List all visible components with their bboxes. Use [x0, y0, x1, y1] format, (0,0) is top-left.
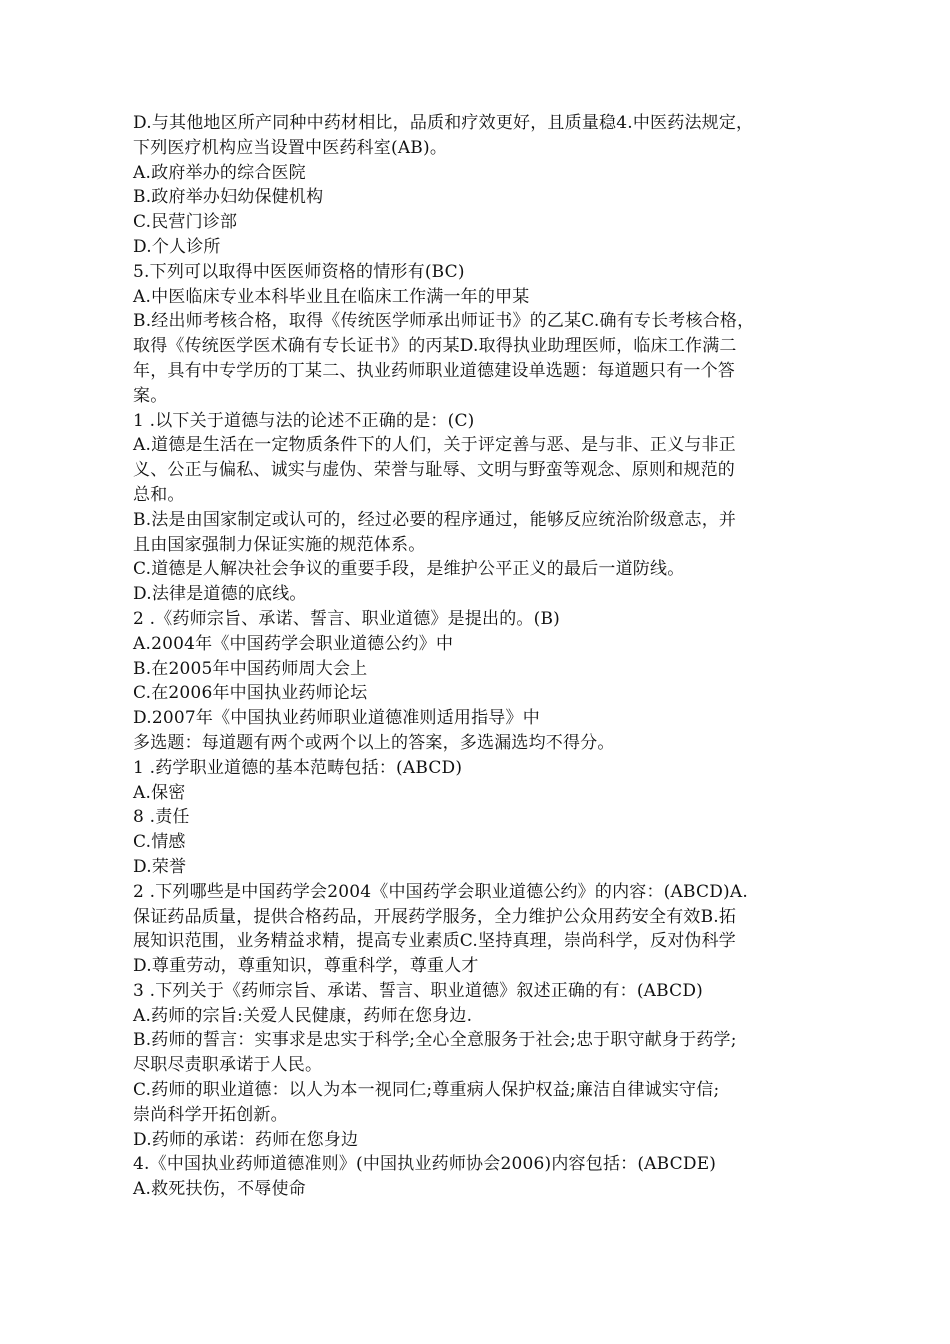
text-line: 1 .药学职业道德的基本范畴包括：(ABCD) [133, 757, 463, 778]
text-line: 展知识范围，业务精益求精，提高专业素质C.坚持真理，崇尚科学，反对伪科学 [133, 931, 737, 952]
text-line: 取得《传统医学医术确有专长证书》的丙某D.取得执业助理医师，临床工作满二 [133, 336, 737, 357]
text-line: D.尊重劳动，尊重知识，尊重科学，尊重人才 [133, 956, 479, 977]
text-line: 1 .以下关于道德与法的论述不正确的是：(C) [133, 410, 475, 431]
text-line: A.药师的宗旨:关爱人民健康，药师在您身边. [133, 1005, 473, 1026]
text-line: 8 .责任 [133, 807, 190, 828]
text-line: B.在2005年中国药师周大会上 [133, 658, 368, 679]
text-line: 多选题：每道题有两个或两个以上的答案，多选漏选均不得分。 [133, 732, 615, 753]
text-line: 总和。 [133, 484, 185, 505]
text-line: C.药师的职业道德：以人为本一视同仁;尊重病人保护权益;廉洁自律诚实守信; [133, 1080, 720, 1101]
text-line: C.情感 [133, 832, 186, 853]
text-line: C.在2006年中国执业药师论坛 [133, 683, 368, 704]
text-line: 义、公正与偏私、诚实与虚伪、荣誉与耻辱、文明与野蛮等观念、原则和规范的 [133, 460, 735, 481]
text-line: 案。 [133, 385, 168, 406]
text-line: 4.《中国执业药师道德准则》(中国执业药师协会2006)内容包括：(ABCDE) [133, 1154, 717, 1175]
text-line: A.中医临床专业本科毕业且在临床工作满一年的甲某 [133, 286, 530, 307]
text-line: 3 .下列关于《药师宗旨、承诺、誓言、职业道德》叙述正确的有：(ABCD) [133, 980, 704, 1001]
text-line: A.道德是生活在一定物质条件下的人们，关于评定善与恶、是与非、正义与非正 [133, 435, 736, 456]
text-line: 5.下列可以取得中医医师资格的情形有(BC) [133, 261, 465, 282]
text-line: C.民营门诊部 [133, 212, 238, 233]
text-line: B.政府举办妇幼保健机构 [133, 187, 324, 208]
text-line: 2 .《药师宗旨、承诺、誓言、职业道德》是提出的。(B) [133, 608, 560, 629]
text-line: 崇尚科学开拓创新。 [133, 1104, 288, 1125]
text-line: D.个人诊所 [133, 236, 221, 257]
text-line: A.政府举办的综合医院 [133, 162, 306, 183]
text-line: A.2004年《中国药学会职业道德公约》中 [133, 633, 454, 654]
text-line: A.保密 [133, 782, 186, 803]
text-line: 年，具有中专学历的丁某二、执业药师职业道德建设单选题：每道题只有一个答 [133, 360, 735, 381]
text-line: 下列医疗机构应当设置中医药科室(AB)。 [133, 137, 448, 158]
text-line: 且由国家强制力保证实施的规范体系。 [133, 534, 426, 555]
text-line: 保证药品质量，提供合格药品，开展药学服务，全力维护公众用药安全有效B.拓 [133, 906, 737, 927]
text-line: C.道德是人解决社会争议的重要手段，是维护公平正义的最后一道防线。 [133, 559, 685, 580]
text-line: D.法律是道德的底线。 [133, 584, 307, 605]
document-body [133, 111, 823, 1202]
text-line: B.法是由国家制定或认可的，经过必要的程序通过，能够反应统治阶级意志，并 [133, 509, 737, 530]
text-line: 尽职尽责职承诺于人民。 [133, 1055, 323, 1076]
text-line: B.经出师考核合格，取得《传统医学师承出师证书》的乙某C.确有专长考核合格， [133, 311, 755, 332]
text-line: D.药师的承诺：药师在您身边 [133, 1129, 359, 1150]
text-line: D.荣誉 [133, 856, 187, 877]
text-line: B.药师的誓言：实事求是忠实于科学;全心全意服务于社会;忠于职守献身于药学; [133, 1030, 737, 1051]
text-line: D.与其他地区所产同种中药材相比，品质和疗效更好，且质量稳4.中医药法规定， [133, 113, 754, 133]
text-line: 2 .下列哪些是中国药学会2004《中国药学会职业道德公约》的内容：(ABCD)A. [133, 881, 748, 902]
text-line: A.救死扶伤，不辱使命 [133, 1179, 306, 1200]
text-line: D.2007年《中国执业药师职业道德准则适用指导》中 [133, 708, 540, 729]
